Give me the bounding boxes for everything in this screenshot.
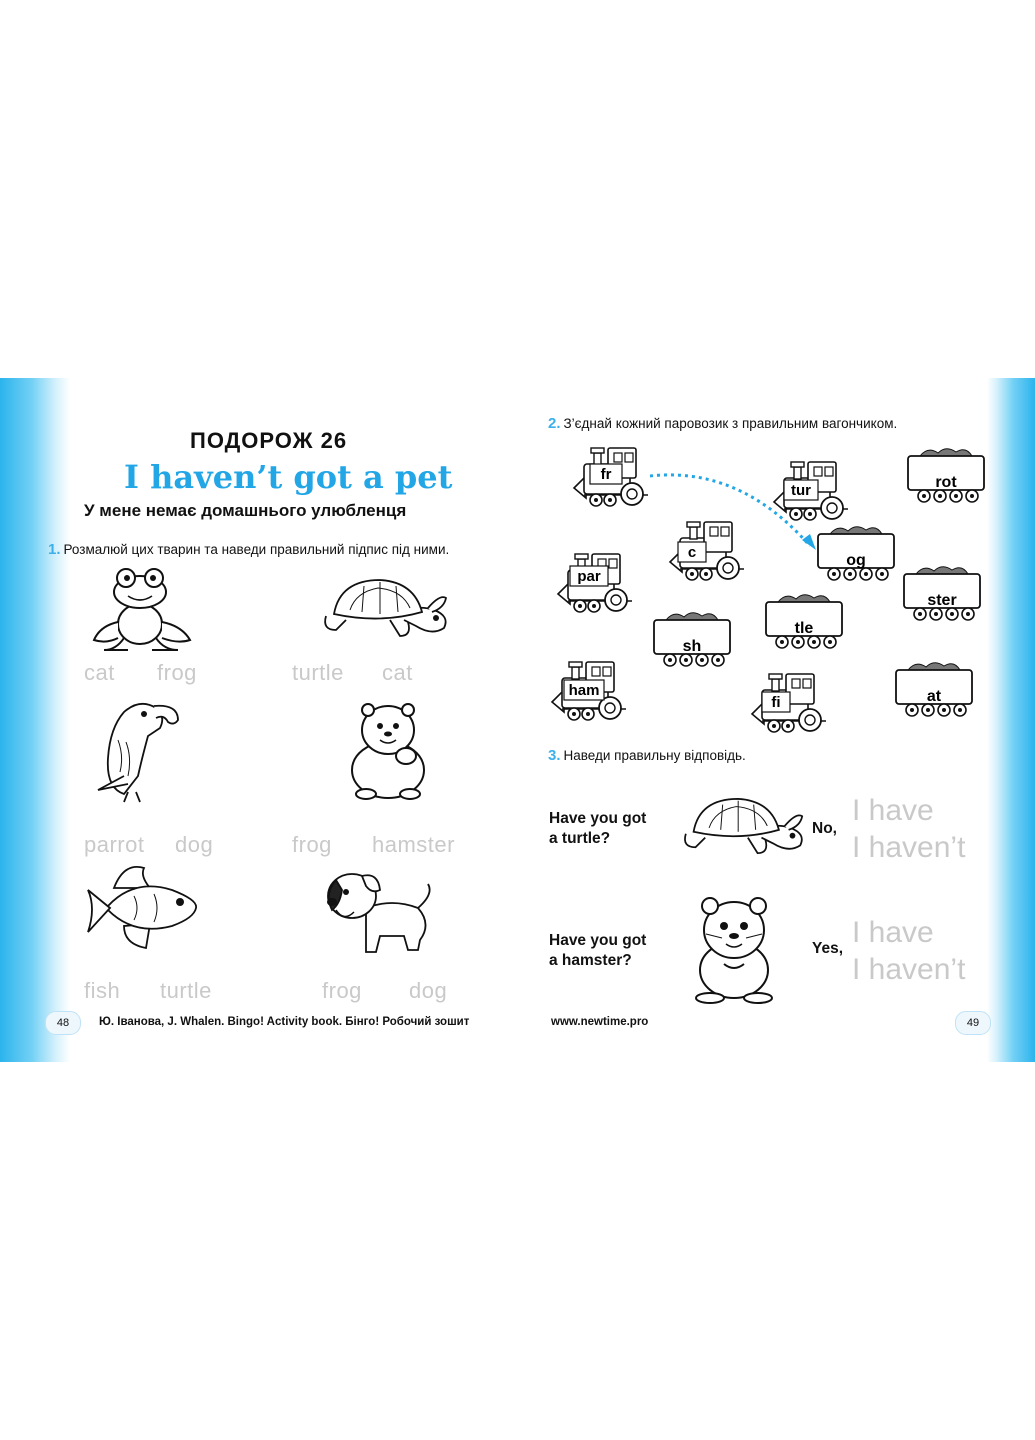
locomotive-ham (552, 662, 626, 720)
response-no: No, (812, 820, 837, 837)
wagon-at (896, 663, 972, 716)
parrot-option-2: dog (175, 832, 214, 857)
hamster-option-2: hamster (372, 832, 455, 857)
dog-option-2: dog (409, 978, 448, 1003)
fish-option-1: fish (84, 978, 121, 1003)
hamster-icon (686, 890, 782, 1006)
hamster-option-1: frog (292, 832, 332, 857)
locomotive-tur (774, 462, 848, 520)
locomotive-c (670, 522, 744, 580)
parrot-icon (94, 696, 186, 806)
question-turtle-line2: a turtle? (549, 830, 611, 847)
wagon-tle-label: tle (794, 620, 814, 637)
task1-number: 1. (48, 541, 61, 558)
page-title: I haven’t got a pet (124, 458, 453, 496)
wagon-og (818, 527, 894, 580)
task2-instruction (548, 415, 897, 432)
wagon-sh-label: sh (682, 638, 702, 655)
hamster-icon (344, 698, 434, 802)
task2-text: З’єднай кожний паровозик з правильним вагончиком. (563, 416, 898, 431)
turtle-option-1: turtle (292, 660, 344, 685)
frog-option-2: frog (157, 660, 197, 685)
turtle-icon (680, 790, 808, 860)
answer-turtle-2: I haven’t (852, 831, 966, 864)
fish-option-2: turtle (160, 978, 212, 1003)
dog-option-1: frog (322, 978, 362, 1003)
locomotive-fr-label: fr (600, 466, 612, 483)
locomotive-fr (574, 448, 648, 506)
question-turtle-line1: Have you got (549, 810, 647, 827)
response-yes: Yes, (812, 940, 844, 957)
frog-option-1: cat (84, 660, 115, 685)
locomotive-c-label: c (687, 544, 697, 561)
locomotive-par-label: par (577, 568, 601, 585)
wagon-sh (654, 613, 730, 666)
task1-instruction (48, 541, 449, 558)
website: www.newtime.pro (551, 1016, 649, 1028)
wagon-at-label: at (926, 688, 942, 705)
question-hamster-line2: a hamster? (549, 952, 632, 969)
train-matching-area (540, 436, 1000, 756)
question-hamster-line1: Have you got (549, 932, 647, 949)
task3-text: Наведи правильну відповідь. (563, 748, 746, 763)
wagon-rot (908, 449, 984, 502)
page-subtitle: У мене немає домашнього улюбленця (84, 501, 407, 520)
book-credits: Ю. Іванова, J. Whalen. Bingo! Activity book. Бінго! Робочий зошит (99, 1016, 470, 1028)
locomotive-ham-label: ham (568, 682, 600, 699)
book-spread (0, 378, 1035, 1062)
page-number-left: 48 (45, 1011, 81, 1035)
turtle-option-2: cat (382, 660, 413, 685)
locomotive-fi (752, 674, 826, 732)
wagon-og-label: og (846, 552, 866, 569)
task2-number: 2. (548, 415, 561, 432)
question-turtle (549, 809, 646, 849)
frog-icon (88, 564, 198, 656)
answer-hamster-2: I haven’t (852, 953, 966, 986)
answer-hamster-1: I have (852, 916, 934, 949)
fish-icon (84, 860, 204, 952)
task3-instruction (548, 747, 746, 764)
locomotive-par (558, 554, 632, 612)
wagon-tle (766, 595, 842, 648)
journey-label: ПОДОРОЖ 26 (190, 428, 348, 453)
wagon-ster (904, 567, 980, 620)
answer-turtle-1: I have (852, 794, 934, 827)
wagon-ster-label: ster (927, 592, 957, 609)
dog-icon (322, 864, 434, 954)
wagon-rot-label: rot (935, 474, 957, 491)
page-number-right: 49 (955, 1011, 991, 1035)
locomotive-fi-label: fi (771, 694, 781, 711)
question-hamster (549, 931, 646, 971)
task3-number: 3. (548, 747, 561, 764)
left-page-edge (0, 378, 70, 1062)
arrow-head (802, 534, 816, 550)
locomotive-tur-label: tur (791, 482, 811, 499)
task1-text: Розмалюй цих тварин та наведи правильний підпис під ними. (63, 542, 450, 557)
turtle-icon (320, 574, 452, 640)
parrot-option-1: parrot (84, 832, 145, 857)
